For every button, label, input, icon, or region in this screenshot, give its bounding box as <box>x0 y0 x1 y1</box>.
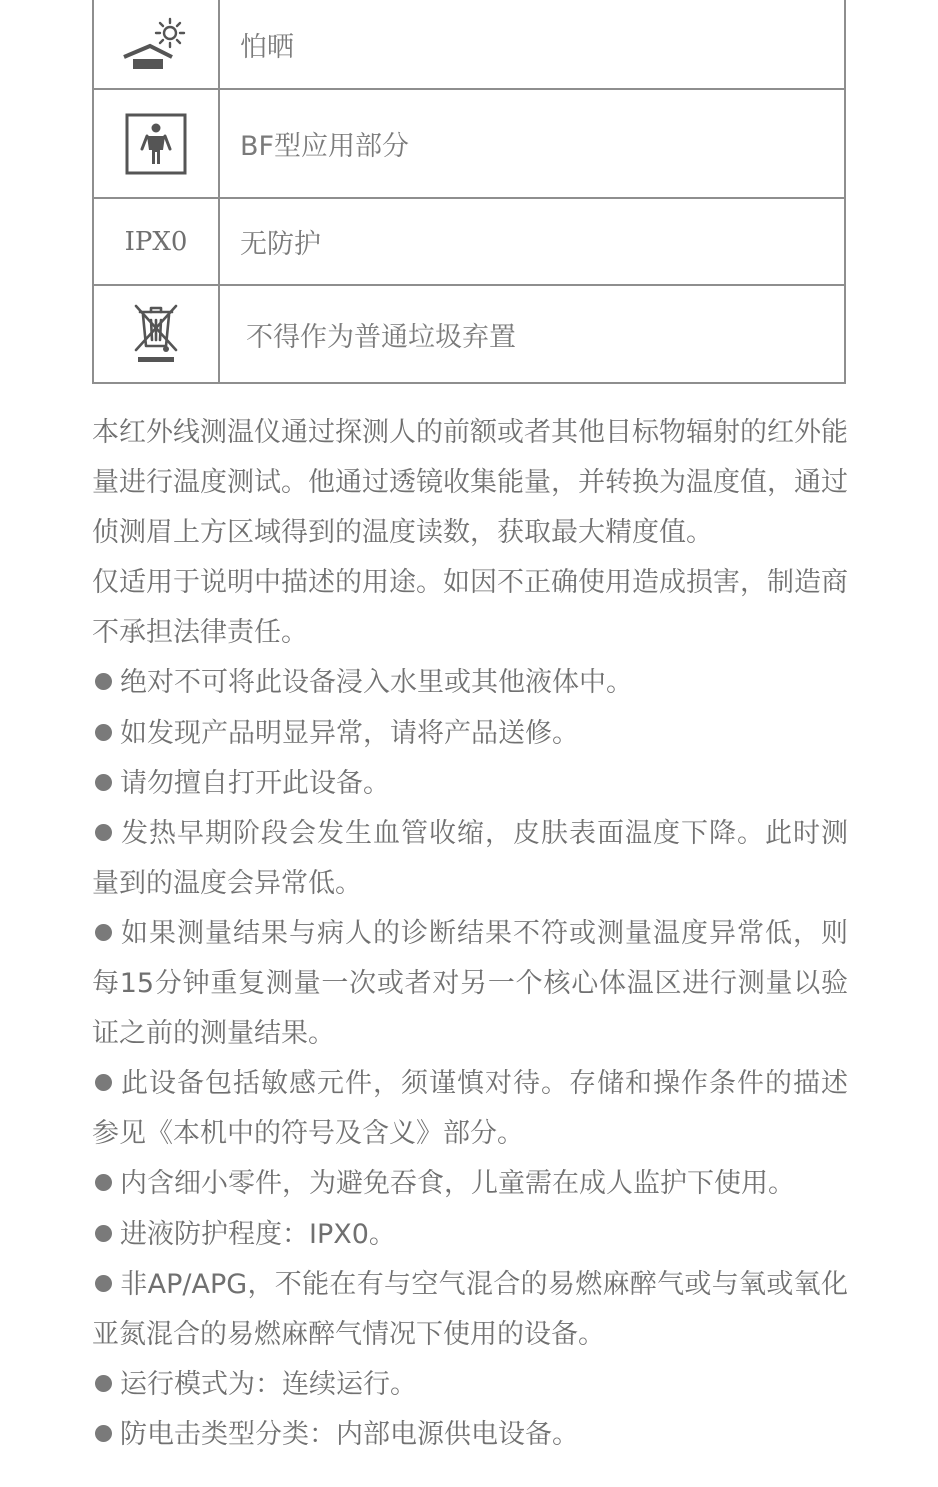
symbol-description: 怕晒 <box>219 0 845 89</box>
symbol-icon-cell <box>93 0 219 89</box>
bullet-text: 发热早期阶段会发生血管收缩，皮肤表面温度下降。此时测量到的温度会异常低。 <box>92 817 848 899</box>
symbol-icon-cell <box>93 285 219 383</box>
instructions-text <box>92 408 848 1460</box>
bullet-dot-icon <box>95 1074 112 1091</box>
bullet-item <box>92 1260 848 1360</box>
bullet-dot-icon <box>95 724 112 741</box>
bullet-dot-icon <box>95 1425 112 1442</box>
symbol-row-keep-away-from-sunlight <box>93 0 845 89</box>
bullet-item <box>92 909 848 1059</box>
symbol-row-type-bf <box>93 89 845 198</box>
weee-crossed-bin-icon <box>132 324 180 343</box>
bullet-item <box>92 1410 848 1460</box>
bullet-text: 进液防护程度：IPX0。 <box>120 1218 396 1250</box>
bullet-dot-icon <box>95 1275 112 1292</box>
bullet-item <box>92 1210 848 1260</box>
bullet-text: 非AP/APG，不能在有与空气混合的易燃麻醉气或与氧或氧化亚氮混合的易燃麻醉气情况下使用的设备。 <box>92 1268 848 1350</box>
bullet-dot-icon <box>95 1174 112 1191</box>
type-bf-applied-part-icon <box>125 133 187 152</box>
bullet-dot-icon <box>95 924 112 941</box>
bullet-item <box>92 1360 848 1410</box>
bullet-dot-icon <box>95 1225 112 1242</box>
ipx0-code: IPX0 <box>124 226 188 257</box>
bullet-dot-icon <box>95 673 112 690</box>
bullet-text: 内含细小零件，为避免吞食，儿童需在成人监护下使用。 <box>120 1168 795 1200</box>
bullet-dot-icon <box>95 1375 112 1392</box>
liability-paragraph: 仅适用于说明中描述的用途。如因不正确使用造成损害，制造商不承担法律责任。 <box>92 567 848 649</box>
bullet-text: 此设备包括敏感元件，须谨慎对待。存储和操作条件的描述参见《本机中的符号及含义》部分。 <box>92 1068 848 1150</box>
bullet-dot-icon <box>95 824 112 841</box>
bullet-item <box>92 658 848 708</box>
bullet-text: 运行模式为：连续运行。 <box>120 1368 417 1400</box>
bullet-item <box>92 1059 848 1159</box>
bullet-text: 如发现产品明显异常，请将产品送修。 <box>120 717 579 749</box>
symbol-icon-cell <box>93 198 219 285</box>
symbol-icon-cell <box>93 89 219 198</box>
bullet-text: 防电击类型分类：内部电源供电设备。 <box>120 1418 579 1450</box>
bullet-text: 如果测量结果与病人的诊断结果不符或测量温度异常低，则每15分钟重复测量一次或者对另一个核心体温区进行测量以验证之前的测量结果。 <box>92 917 848 1050</box>
bullet-dot-icon <box>95 774 112 791</box>
symbol-description: 无防护 <box>219 198 845 285</box>
bullet-text: 请勿擅自打开此设备。 <box>120 767 390 799</box>
keep-away-from-sunlight-icon <box>116 34 196 53</box>
symbol-row-ipx0 <box>93 198 845 285</box>
bullet-item <box>92 759 848 809</box>
bullet-text: 绝对不可将此设备浸入水里或其他液体中。 <box>120 667 633 699</box>
symbol-description: BF型应用部分 <box>219 89 845 198</box>
bullet-item <box>92 809 848 909</box>
symbol-description: 不得作为普通垃圾弃置 <box>219 285 845 383</box>
symbols-table <box>92 0 846 384</box>
bullet-item <box>92 709 848 759</box>
symbol-row-weee <box>93 285 845 383</box>
bullet-item <box>92 1159 848 1209</box>
intro-paragraph: 本红外线测温仪通过探测人的前额或者其他目标物辐射的红外能量进行温度测试。他通过透镜收集能量，并转换为温度值，通过侦测眉上方区域得到的温度读数，获取最大精度值。 <box>92 417 848 549</box>
